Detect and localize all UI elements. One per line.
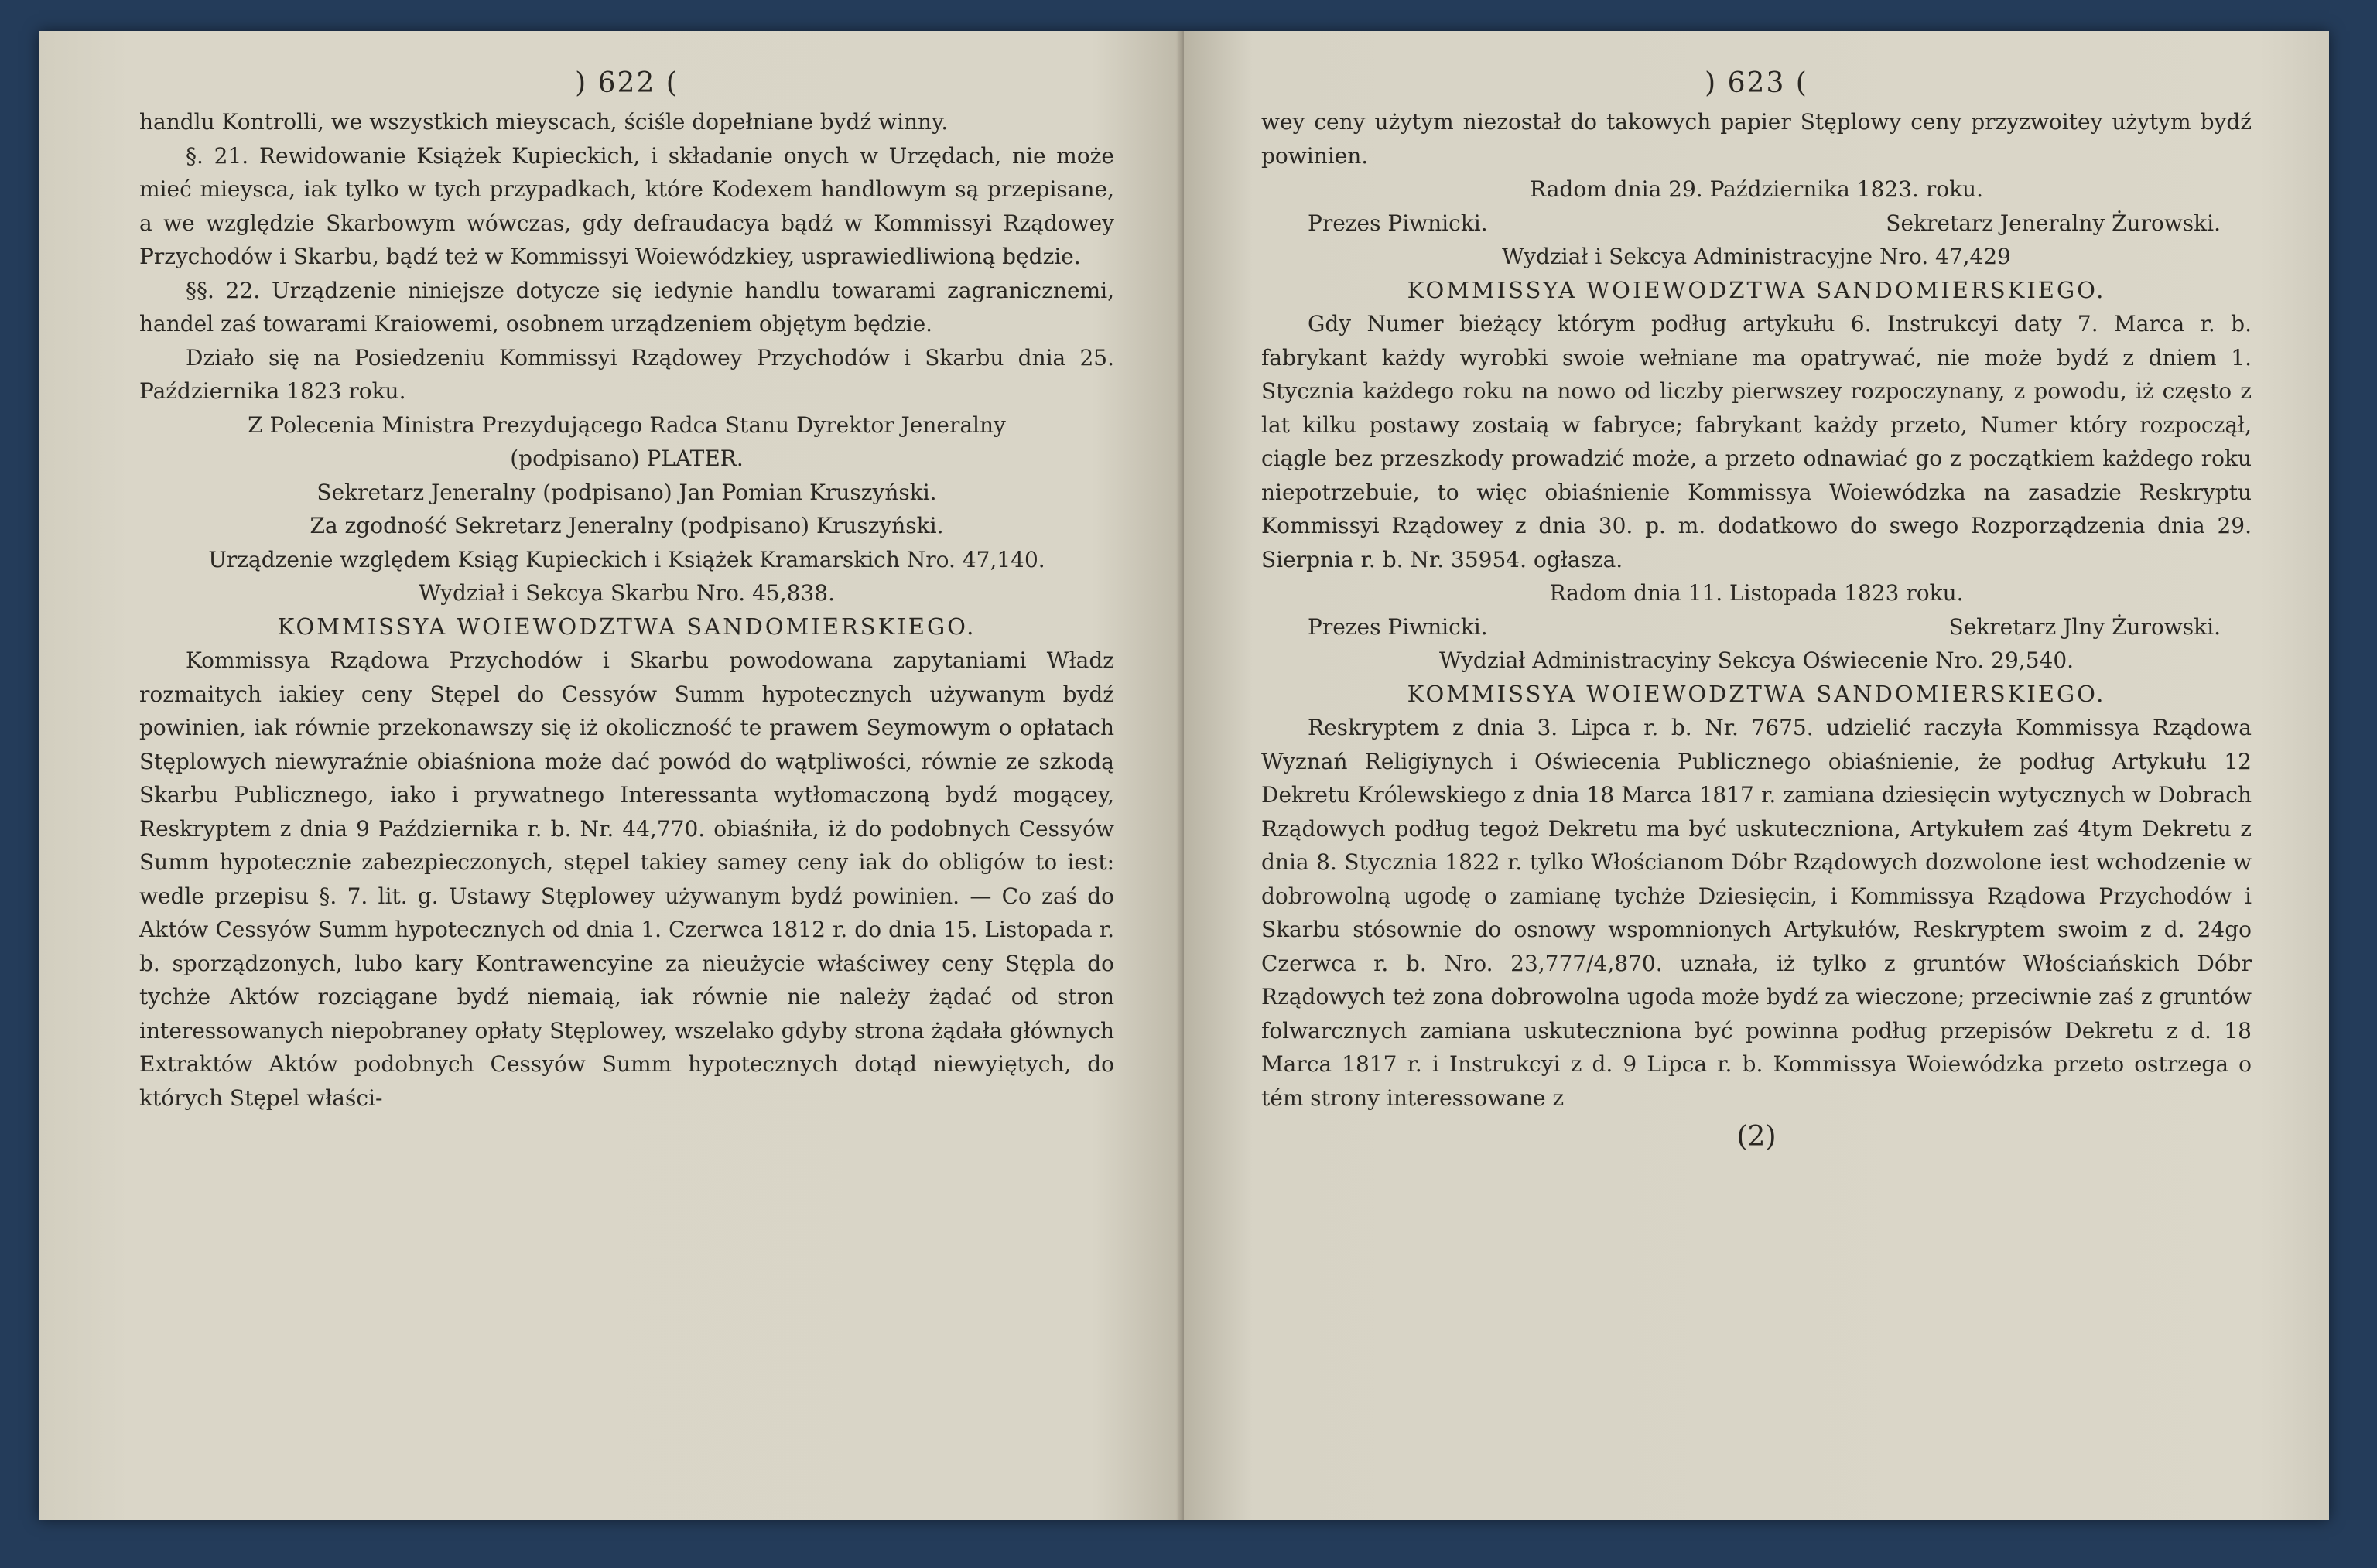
section-heading: KOMMISSYA WOIEWODZTWA SANDOMIERSKIEGO. xyxy=(1407,276,2106,303)
section-heading: KOMMISSYA WOIEWODZTWA SANDOMIERSKIEGO. xyxy=(277,613,976,640)
paragraph-body: Reskryptem z dnia 3. Lipca r. b. Nr. 7675. udzielić raczyła Kommissya Rządowa Wyznań Religiynych i Oświecenia Publicznego obiaśnienie, że podług Artykułu 12 Dekretu Królewskiego z dnia 18 Marca 1817 r. zamiana dziesięcin wytycznych w Dobrach Rządowych podług tegoż Dekretu ma być uskuteczniona, Artykułem zaś 4tym Dekretu z dnia 8. Stycznia 1822 r. tylko Włościanom Dóbr Rządowych dozwolone iest wchodzenie w dobrowolną ugodę o zamianę tychże Dziesięcin, i Kommissya Rządowa Przychodów i Skarbu stósownie do osnowy wspomnionych Artykułów, Reskryptem swoim z d. 24go Czerwca r. b. Nro. 23,777/4,870. uznała, iż tylko z gruntów Włościańskich Dóbr Rządowych też zona dobrowolna ugoda może bydź za wieczone; przeciwnie zaś z gruntów folwarcznych zamiana uskuteczniona być powinna podług przepisów Dekretu z d. 18 Marca 1817 r. i Instrukcyi z d. 9 Lipca r. b. Kommissya Woiewódzka przeto ostrzega o tém strony interessowane z xyxy=(1261,715,2252,1111)
paragraph: wey ceny użytym niezostał do takowych papier Stęplowy ceny przyzwoitey użytym bydź powinien. xyxy=(1261,109,2252,169)
document-reference: Urządzenie względem Ksiąg Kupieckich i Książek Kramarskich Nro. 47,140. xyxy=(208,546,1045,572)
date-line: Radom dnia 11. Listopada 1823 roku. xyxy=(1549,580,1964,606)
signature-president: Prezes Piwnicki. xyxy=(1308,210,1488,236)
signature-president: Prezes Piwnicki. xyxy=(1308,613,1488,640)
document-reference: Wydział i Sekcya Administracyjne Nro. 47,429 xyxy=(1502,244,2011,269)
paragraph-body: Kommissya Rządowa Przychodów i Skarbu powodowana zapytaniami Władz rozmaitych iakiey ceny Stępel do Cessyów Summ hypotecznych używanym bydź powinien, iak równie przekonawszy się iż okoliczność te prawem Seymowym o opłatach Stęplowych niewyraźnie obiaśniona może dać powód do wątpliwości, równie ze szkodą Skarbu Publicznego, iako i prywatnego Interessanta wytłomaczoną bydź mogącey, Reskryptem z dnia 9 Października r. b. Nr. 44,770. obiaśniła, iż do podobnych Cessyów Summ hypotecznie zabezpieczonych, stępel takiey samey ceny iak do obligów to iest: wedle przepisu §. 7. lit. g. Ustawy Stęplowey używanym bydź powinien. — Co zaś do Aktów Cessyów Summ hypotecznych od dnia 1. Czerwca 1812 r. do dnia 15. Listopada r. b. sporządzonych, lubo kary Kontrawencyine za nieużycie właściwey ceny Stępla do tychże Aktów rozciągane bydź niemaią, iak równie nie należy żądać od stron interessowanych niepobraney opłaty Stęplowey, wszelako gdyby strona żądała głównych Extraktów Aktów podobnych Cessyów Summ hypotecznych dotąd niewyiętych, do których Stępel właści- xyxy=(139,647,1114,1111)
document-reference: Wydział i Sekcya Skarbu Nro. 45,838. xyxy=(419,580,835,606)
signature-secretary: Sekretarz Jeneralny Żurowski. xyxy=(1886,210,2221,236)
page-number-left: ) 622 ( xyxy=(575,67,679,99)
paragraph-section-21: §. 21. Rewidowanie Książek Kupieckich, i składanie onych w Urzędach, nie może mieć mieysca, iak tylko w tych przypadkach, które Kodexem handlowym są przepisane, a we względzie Skarbowym wówczas, gdy defraudacya bądź w Kommissyi Rządowey Przychodów i Skarbu, bądź też w Kommissyi Woiewódzkiey, usprawiedliwioną będzie. xyxy=(139,142,1114,269)
signature-line: Z Polecenia Ministra Prezydującego Radca Stanu Dyrektor Jeneralny xyxy=(248,412,1006,438)
paragraph-section-22: §§. 22. Urządzenie niniejsze dotycze się iedynie handlu towarami zagranicznemi, handel zaś towarami Kraiowemi, osobnem urządzeniem objętym będzie. xyxy=(139,277,1114,336)
signature-row xyxy=(1261,610,2252,644)
section-heading: KOMMISSYA WOIEWODZTWA SANDOMIERSKIEGO. xyxy=(1407,680,2106,707)
signature-line: Za zgodność Sekretarz Jeneralny (podpisano) Kruszyński. xyxy=(310,513,944,538)
page-number-right: ) 623 ( xyxy=(1705,67,1808,99)
signature-line: Sekretarz Jeneralny (podpisano) Jan Pomian Kruszyński. xyxy=(316,479,937,505)
paragraph-session: Działo się na Posiedzeniu Kommissyi Rządowey Przychodów i Skarbu dnia 25. Października 1823 roku. xyxy=(139,344,1114,404)
right-page xyxy=(1184,31,2329,1520)
right-page-text xyxy=(1261,105,2252,1153)
book-spread xyxy=(39,31,2329,1520)
paragraph-body: Gdy Numer bieżący którym podług artykułu 6. Instrukcyi daty 7. Marca r. b. fabrykant każdy wyrobki swoie wełniane ma opatrywać, nie może bydź z dniem 1. Stycznia każdego roku na nowo od liczby pierwszey rozpoczynany, z powodu, iż często z lat kilku postawy zostaią w fabryce; fabrykant każdy przeto, Numer który rozpoczął, ciągle bez przeszkody prowadzić może, a przeto odnawiać go z początkiem każdego roku niepotrzebuie, to więc obiaśnienie Kommissya Woiewódzka na zasadzie Reskryptu Kommissyi Rządowey z dnia 30. p. m. dodatkowo do swego Rozporządzenia dnia 29. Sierpnia r. b. Nr. 35954. ogłasza. xyxy=(1261,311,2252,572)
signature-row xyxy=(1261,207,2252,241)
signature-line: (podpisano) PLATER. xyxy=(510,446,744,471)
left-page xyxy=(39,31,1184,1520)
date-line: Radom dnia 29. Października 1823. roku. xyxy=(1530,176,1983,202)
left-page-text xyxy=(139,105,1114,1115)
signature-secretary: Sekretarz Jlny Żurowski. xyxy=(1948,613,2221,640)
paragraph: handlu Kontrolli, we wszystkich mieyscach, ściśle dopełniane bydź winny. xyxy=(139,109,949,135)
document-reference: Wydział Administracyiny Sekcya Oświecenie Nro. 29,540. xyxy=(1438,647,2074,673)
printer-signature-mark: (2) xyxy=(1736,1121,1777,1153)
